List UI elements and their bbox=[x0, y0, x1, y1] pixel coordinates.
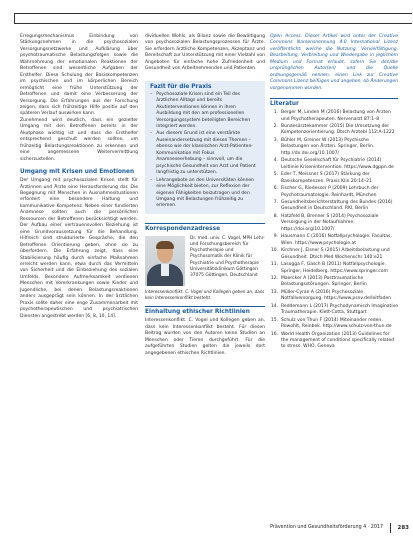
reference-number: 2. bbox=[273, 123, 278, 129]
body-paragraph: Zunehmend wird deutlich, dass ein gezielter Umgang mit den Betroffenen bereits in der Akutphase wichtig ist und dass die Ersthelfer entsprechend geschult werden sollten, um frühzeitig Belastungsreaktionen zu erkennen und eine angemessene Weitervermittlung sicherzustellen. bbox=[20, 117, 138, 162]
reference-number: 7. bbox=[273, 199, 278, 205]
bullet-text: Psychosoziale Krisen sind ein Teil des ärztlichen Alltags und bereits Akutinterventionen können in ihren Ausbildung mit den am professionellen Versorgungssystem beteiligten Bereichen integriert werden. bbox=[156, 91, 251, 129]
conflict-caption: Interessenkonflikt. C. Vogel und Kollegen geben an, dass kein Interessenkonflikt besteht. bbox=[145, 288, 265, 300]
bullet-text: Lehrangebote an den Universitäten können eine Möglichkeit bieten, zur Reflexion der eigenen Fähigkeiten beizutragen und den Umgang mit Belastungen frühzeitig zu erlernen. bbox=[156, 177, 255, 209]
reference-text: Deutsche Gesellschaft für Psychiatrie (2014) Leitlinie Krisenintervention. https://www.dgppn.de bbox=[281, 158, 394, 170]
column-1 bbox=[20, 34, 138, 320]
reference-text: Gesundheitsberichterstattung des Bundes (2016) Gesundheit in Deutschland. RKI, Berlin bbox=[281, 199, 393, 212]
bullet-item bbox=[150, 178, 260, 210]
reference-number: 16. bbox=[270, 331, 278, 337]
ethics-text: Interessenkonflikt. C. Vogel und Kollegen geben an, dass kein Interessenkonflikt besteht. Für diesen Beitrag wurden von den Autoren keine Studien an Menschen oder Tieren durchgeführt. Für die aufgeführten Studien gelten die jeweils dort angegebenen ethischen Richtlinien. bbox=[145, 318, 265, 356]
reference-text: Kirchner J, Elsner S (2015) Arbeitsbelastung und Gesundheit. Dtsch Med Wochenschr 140:e21 bbox=[281, 248, 390, 260]
correspondence-address: Dr. med. univ. C. Vogel, MPH Lehr- und Forschungsbereich für Psychotherapie und Psychosomatik der Klinik für Psychiatrie und Psychotherapie Universitätsklinikum Göttingen 37075 Göttingen, Deutschland bbox=[190, 235, 265, 279]
reference-text: Hatzfeld B, Brenner S (2014) Psychosoziale Versorgung in der Notaufnahme. https://doi.org/10.1007/ bbox=[281, 213, 379, 232]
journal-name: Prävention und Gesundheitsförderung 4 · 2017 bbox=[270, 525, 383, 530]
column-2 bbox=[145, 34, 265, 357]
section-heading: Umgang mit Krisen und Emotionen bbox=[20, 169, 135, 176]
reference-item bbox=[270, 214, 398, 233]
reference-text: Maercker A (2013) Posttraumatische Belastungsstörungen. Springer, Berlin bbox=[281, 275, 367, 288]
reference-text: Berger M, Linden M (2016) Belastung von Ärzten und Psychotherapeuten. Nervenarzt 87:1–8 bbox=[281, 110, 391, 122]
header-rule-box bbox=[14, 13, 412, 24]
reference-text: Lasogga F, Gasch B (2011) Notfallpsychologie. Springer, Heidelberg. https://www.springer.com bbox=[281, 262, 388, 274]
bullet-item bbox=[150, 131, 260, 176]
reference-text: Eder T, Meissner S (2017) Stärkung der Basiskompetenzen. Praxis Klin 20:14–21 bbox=[281, 172, 372, 184]
reference-text: Fischer G, Riedesser P (2009) Lehrbuch der Psychotraumatologie. Reinhardt, München bbox=[281, 186, 379, 198]
page-number: 283 bbox=[397, 525, 409, 531]
reference-item bbox=[270, 234, 398, 247]
reference-number: 5. bbox=[273, 172, 278, 178]
reference-item bbox=[270, 138, 398, 157]
reference-text: Müller-Cyran A (2016) Psychosoziale Notfallversorgung. https://www.psnv.de/leitfaden bbox=[281, 289, 392, 302]
column-3 bbox=[270, 34, 398, 352]
reference-number: 6. bbox=[273, 186, 278, 192]
open-access-note: Open Access. Dieser Artikel wird unter der Creative Commons Namensnennung 4.0 International Lizenz veröffentlicht, welche die Nutzung, Vervielfältigung, Bearbeitung, Verbreitung und Wiedergabe in jeglichem Medium und Format erlaubt, sofern Sie den/die ursprünglichen Autor(en) und die Quelle ordnungsgemäß nennen, einen Link zur Creative Commons Lizenz beifügen und angeben, ob Änderungen vorgenommen wurden. bbox=[270, 34, 398, 91]
reference-text: World Health Organization (2013) Guidelines for the management of conditions specifically related to stress. WHO, Geneva bbox=[281, 331, 395, 350]
reference-number: 3. bbox=[273, 137, 278, 143]
page-footer bbox=[270, 523, 413, 533]
ethics-title: Einhaltung ethischer Richtlinien bbox=[145, 309, 250, 316]
dash-icon: – bbox=[150, 131, 153, 137]
reference-item bbox=[270, 172, 398, 185]
reference-number: 11. bbox=[270, 262, 278, 268]
reference-number: 15. bbox=[270, 317, 278, 323]
reference-number: 14. bbox=[270, 303, 278, 309]
box-title: Fazit für die Praxis bbox=[150, 83, 212, 90]
dash-icon: – bbox=[150, 177, 153, 183]
reference-item bbox=[270, 304, 398, 317]
reference-text: Hausmann C (2016) Notfallpsychologie. Facultas, Wien. https://www.psychologie.at bbox=[281, 234, 392, 246]
reference-item bbox=[270, 158, 398, 171]
author-portrait bbox=[145, 236, 185, 286]
reference-text: Bundesärztekammer (2015) Die Umsetzung der Kompetenzorientierung. Dtsch Arztebl 112:A-1222 bbox=[281, 123, 395, 136]
reference-number: 4. bbox=[273, 158, 278, 164]
reference-number: 12. bbox=[270, 275, 278, 281]
reference-text: Schulz von Thun F (2014) Miteinander reden. Rowohlt, Reinbek. http://www.schulz-von-thun.de bbox=[281, 317, 392, 330]
reference-item bbox=[270, 124, 398, 137]
reference-number: 10. bbox=[270, 248, 278, 254]
reference-item bbox=[270, 186, 398, 199]
dash-icon: – bbox=[150, 91, 153, 97]
reference-list bbox=[270, 110, 398, 351]
body-paragraph: Der Umgang mit psychosozialen Krisen stellt für Ärztinnen und Ärzte eine Herausforderung dar. Die Begegnung mit Menschen in Ausnahmesituationen erfordert eine besondere Haltung und kommunikative Kompetenz. Neben einer fundierten Anamnese sollten auch die persönlichen Ressourcen der Betroffenen berücksichtigt werden. Der Aufbau einer vertrauensvollen Beziehung ist eine Grundvoraussetzung für die Behandlung. Hilfreich sind strukturierte Gespräche, die den Betroffenen Orientierung geben, ohne sie zu überfordern. Die Erfahrung zeigt, dass eine Stabilisierung häufig durch einfache Maßnahmen erreicht werden kann, etwa durch das Vermitteln von Sicherheit und die Einbeziehung des sozialen Umfelds. Besondere Aufmerksamkeit verdienen Menschen mit Vorerkrankungen sowie Kinder und Jugendliche, bei denen Belastungsreaktionen anders ausgeprägt sein können. In der ärztlichen Praxis sollte daher eine enge Zusammenarbeit mit psychotherapeutischen und psychiatrischen Diensten angestrebt werden [6, 8, 10, 14]. bbox=[20, 178, 138, 319]
correspondence-section bbox=[145, 223, 265, 301]
reference-item bbox=[270, 332, 398, 351]
references-title: Literatur bbox=[270, 101, 299, 108]
reference-item bbox=[270, 276, 398, 289]
reference-item bbox=[270, 318, 398, 331]
reference-number: 13. bbox=[270, 289, 278, 295]
reference-item bbox=[270, 110, 398, 123]
reference-text: Reddemann L (2017) Psychodynamisch Imaginative Traumatherapie. Klett-Cotta, Stuttgart bbox=[281, 303, 398, 316]
reference-item bbox=[270, 290, 398, 303]
reference-item bbox=[270, 200, 398, 213]
bullet-text: Aus diesem Grund ist eine verstärkte Auseinandersetzung mit diesen Themen – ebenso wie der klassischen Arzt-Patienten-Kommunikation mit Fokus Anamneseerhebung – sinnvoll, um die psychische Gesundheit von Arzt und Patient langfristig zu unterstützen. bbox=[156, 131, 256, 176]
footer-divider bbox=[390, 523, 391, 533]
reference-item bbox=[270, 248, 398, 261]
reference-number: 8. bbox=[273, 213, 278, 219]
practice-summary-box bbox=[145, 81, 265, 214]
reference-text: Bühler M, Greiner W (2013) Psychische Belastungen von Ärzten. Springer, Berlin. http://dx.doi.org/10.1007/ bbox=[281, 137, 375, 156]
reference-item bbox=[270, 262, 398, 275]
bullet-item bbox=[150, 92, 260, 131]
body-paragraph: Erregungsmechanismus Einbindung von Stärkungsnehmen in die psychosozialen Versorgungsnetzwerke und Aufklärung über psychotraumatische Belastungsfolgen sowie die Wahrnehmung der emotionalen Reaktionen der Betroffenen sind wesentliche Aufgaben der Ersthelfer. Diese Schulung der Basiskompetenzen im psychischen und im körperlichen Bereich ermöglicht eine frühe Unterstützung der Betroffenen und damit eine Verbesserung der Versorgung. Die Erfahrungen aus der Forschung zeigen, dass sich frühzeitige Hilfe positiv auf den späteren Verlauf auswirken kann. bbox=[20, 34, 138, 117]
correspondence-title: Korrespondenzadresse bbox=[145, 225, 220, 232]
body-paragraph: dividuellen Wohls, als Bilanz sowie die Bewältigung von psychosozialen Belastungsprozessen für Ärzte. Sie erfordern ärztliche Kompetenzen, Akzeptanz und Bereitschaft zur Unterstützung mit einer Vielzahl von Angeboten für einfache hohe Zufriedenheit und Gesundheit von Arbeitnehmenden und Patienten. bbox=[145, 34, 265, 72]
reference-number: 9. bbox=[273, 234, 278, 240]
reference-number: 1. bbox=[273, 110, 278, 116]
